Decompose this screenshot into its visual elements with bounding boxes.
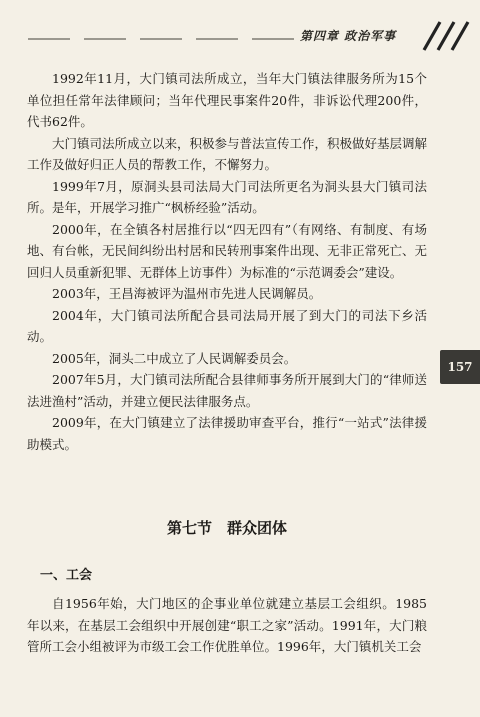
paragraph-2003: 2003年，王昌海被评为温州市先进人民调解员。 bbox=[52, 286, 322, 301]
body-text bbox=[27, 68, 427, 658]
header-slash-ornament bbox=[410, 18, 470, 52]
page-number-tab bbox=[440, 350, 480, 384]
running-header bbox=[0, 0, 480, 56]
page-number: 157 bbox=[447, 360, 473, 374]
section-title: 第七节 群众团体 bbox=[166, 519, 287, 537]
paragraph-2009: 2009年，在大门镇建立了法律援助审查平台，推行“一站式”法律援助模式。 bbox=[27, 415, 427, 452]
paragraph-1999: 1999年7月，原洞头县司法局大门司法所更名为洞头县大门镇司法所。是年，开展学习推广“枫桥经验”活动。 bbox=[27, 178, 427, 215]
paragraph-trade-union: 自1956年始，大门地区的企事业单位就建立基层工会组织。1985年以来，在基层工会组织中开展创建“职工之家”活动。1991年，大门粮管所工会小组被评为市级工会工作优胜单位。1996年，大门镇机关工会 bbox=[27, 596, 427, 654]
header-dash-rule bbox=[28, 38, 296, 40]
chapter-title: 第四章 政治军事 bbox=[300, 29, 397, 43]
paragraph-2004: 2004年，大门镇司法所配合县司法局开展了到大门的司法下乡活动。 bbox=[27, 307, 427, 344]
paragraph-2005: 2005年，洞头二中成立了人民调解委员会。 bbox=[52, 350, 297, 366]
paragraph-office-work: 大门镇司法所成立以来，积极参与普法宣传工作，积极做好基层调解工作及做好归正人员的帮教工作，不懈努力。 bbox=[27, 135, 428, 172]
subheading-trade-union: 一、工会 bbox=[40, 568, 93, 583]
paragraph-2000: 2000年，在全镇各村居推行以“四无四有”（有网络、有制度、有场地、有台帐，无民间纠纷出村居和民转刑事案件出现、无非正常死亡、无回归人员重新犯罪、无群体上访事件）为标准的“示范调委会”建设。 bbox=[27, 221, 428, 280]
paragraph-2007: 2007年5月，大门镇司法所配合县律师事务所开展到大门的“律师送法进渔村”活动，并建立便民法律服务点。 bbox=[27, 372, 427, 409]
paragraph-1992: 1992年11月，大门镇司法所成立，当年大门镇法律服务所为15个单位担任常年法律顾问；当年代理民事案件20件，非诉讼代理200件，代书62件。 bbox=[27, 71, 427, 129]
